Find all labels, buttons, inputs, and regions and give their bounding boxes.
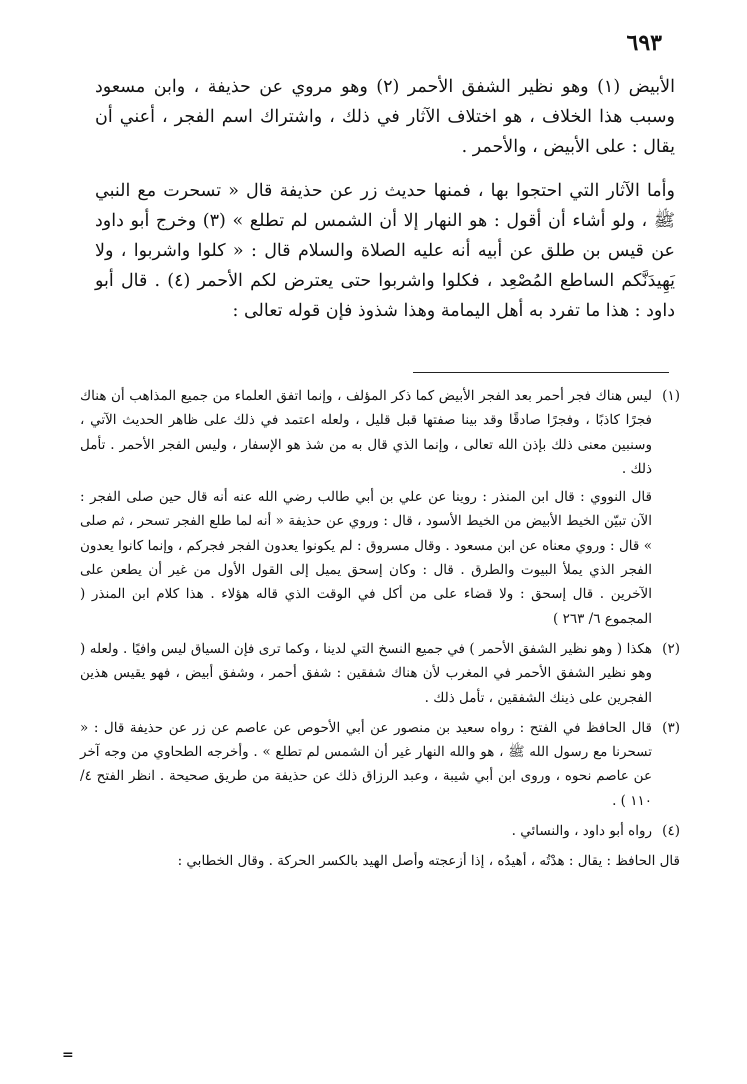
footnote-number: (٣) [662, 719, 680, 736]
footnote-number: (٢) [662, 640, 680, 657]
footnote-continuation: قال الحافظ : يقال : هدْتُه ، أهيدُه ، إذا أزعجته وأصل الهيد بالكسر الحركة . وقال الخطابي : [177, 853, 680, 870]
footnote-number: (١) [662, 388, 680, 404]
main-paragraph: وأما الآثار التي احتجوا بها ، فمنها حديث زر عن حذيفة قال « تسحرت مع النبي ﷺ ، ولو أشاء أن أقول : هو النهار إلا أن الشمس لم تطلع » (٣) وخرج أبو داود عن قيس بن طلق عن أبيه أنه عليه الصلاة والسلام قال : « كلوا واشربوا ، ولا يَهِيدَنَّكم الساطع المُصْعِد ، فكلوا واشربوا حتى يعترض لكم الأحمر (٤) . قال أبو داود : هذا ما تفرد به أهل اليمامة وهذا شذوذ فإن قوله تعالى : [95, 181, 676, 321]
footnote-2 [80, 637, 680, 710]
footnote-1 [80, 384, 680, 631]
main-paragraph: الأبيض (١) وهو نظير الشفق الأحمر (٢) وهو مروي عن حذيفة ، وابن مسعود وسبب هذا الخلاف ، هو اختلاف الآثار في ذلك ، واشتراك اسم الفجر ، أعني أن يقال : على الأبيض ، والأحمر . [95, 77, 676, 157]
footnote-3 [80, 716, 680, 813]
footnote-paragraph: رواه أبو داود ، والنسائي . [511, 823, 652, 840]
footnotes [80, 384, 680, 887]
continuation-marker: = [62, 1047, 74, 1063]
footnote-divider [413, 372, 669, 373]
footnote-paragraph: هكذا ( وهو نظير الشفق الأحمر ) في جميع النسخ التي لدينا ، وكما ترى فإن السياق ليس وافيًا . ولعله ( وهو نظير الشفق الأحمر في المغرب لأن هناك شفقين : شفق أحمر ، وشفق أبيض ، فهو يقيس هذين الفجرين على ذينك الشفقين ، تأمل ذلك . [80, 640, 652, 706]
footnote-4 [80, 819, 680, 843]
footnote-paragraph: ليس هناك فجر أحمر بعد الفجر الأبيض كما ذكر المؤلف ، وإنما اتفق العلماء من جميع المذاهب أن هناك فجرًا كاذبًا ، وفجرًا صادقًا وقد بينا صفتها قبل قليل ، ولعله اعتمد في ذلك على ظاهر الحديث الآتي ، وسنبين معنى ذلك بإذن الله تعالى ، وإنما الذي قال به من شذ هو الإسفار ، وليس الفجر الأحمر . تأمل ذلك . [80, 388, 652, 477]
footnote-paragraph: قال الحافظ في الفتح : رواه سعيد بن منصور عن أبي الأحوص عن عاصم عن زر عن حذيفة قال : « تسحرنا مع رسول الله ﷺ ، هو والله النهار غير أن الشمس لم تطلع » . وأخرجه الطحاوي من وجه آخر عن عاصم نحوه ، وروى ابن أبي شيبة ، وعبد الرزاق ذلك عن حذيفة من طريق صحيحة . انظر الفتح ٤/ ١١٠ ) . [80, 719, 652, 809]
footnote-number: (٤) [662, 823, 680, 840]
page-number: ٦٩٣ [626, 30, 662, 56]
footnote-paragraph: قال النووي : قال ابن المنذر : روينا عن علي بن أبي طالب رضي الله عنه أنه قال حين صلى الفجر : الآن تبيّن الخيط الأبيض من الخيط الأسود ، قال : وروي عن حذيفة « أنه لما طلع الفجر تسحر ، ثم صلى » قال : وروي معناه عن ابن مسعود . وقال مسروق : لم يكونوا يعدون الفجر فجركم ، وإنما كانوا يعدون الفجر الذي يملأ البيوت والطرق . قال : وكان إسحق يميل إلى القول الأول من غير أن يطعن على الآخرين . قال إسحق : ولا قضاء على من أكل في الوقت الذي قاله هؤلاء . هذا كلام ابن المنذر ( المجموع ٦/ ٢٦٣ ) [80, 489, 652, 627]
main-text [95, 72, 675, 326]
